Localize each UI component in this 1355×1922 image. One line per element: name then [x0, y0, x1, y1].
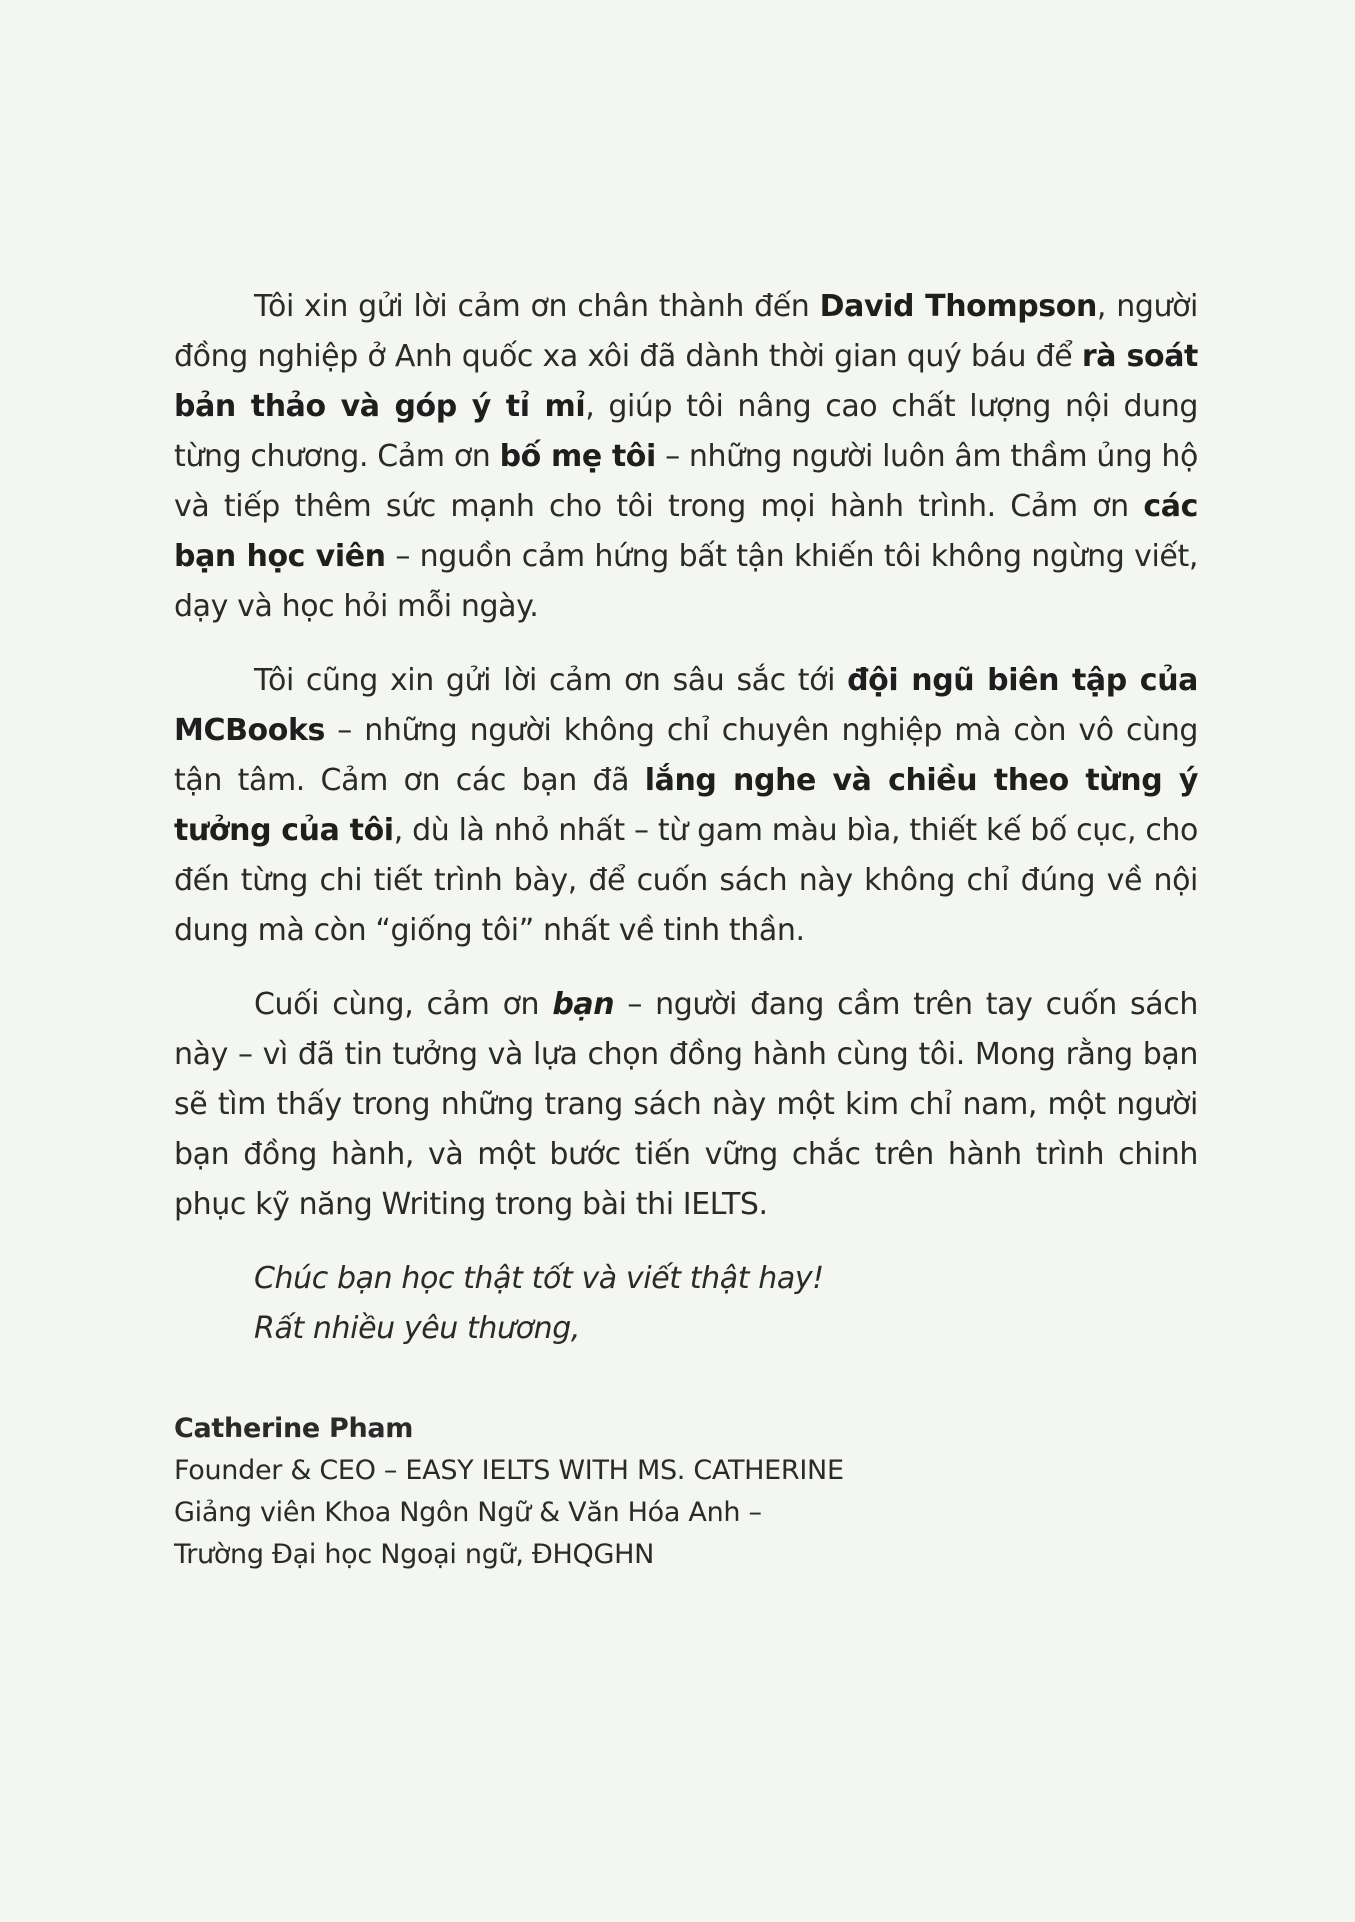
- signature-title: Founder & CEO – EASY IELTS WITH MS. CATHERINE: [174, 1455, 844, 1486]
- paragraph-thanks-reader: [174, 980, 1198, 1230]
- closing-lines: [254, 1254, 1198, 1354]
- signature-institution: Trường Đại học Ngoại ngữ, ĐHQGHN: [174, 1539, 655, 1570]
- bold-segment: bố mẹ tôi: [499, 439, 656, 474]
- bold-italic-segment: bạn: [552, 987, 615, 1022]
- closing-wish: Chúc bạn học thật tốt và viết thật hay!: [254, 1261, 824, 1296]
- text-segment: Tôi cũng xin gửi lời cảm ơn sâu sắc tới: [254, 663, 848, 698]
- signature-name: Catherine Pham: [174, 1413, 414, 1444]
- text-segment: Tôi xin gửi lời cảm ơn chân thành đến: [254, 289, 820, 324]
- closing-regards: Rất nhiều yêu thương,: [254, 1311, 580, 1346]
- text-segment: – nguồn cảm hứng bất tận khiến tôi không ngừng viết, dạy và học hỏi mỗi ngày.: [174, 539, 1198, 624]
- text-segment: , giúp tôi nâng cao chất lượng nội dung từng chương. Cảm ơn: [174, 389, 1198, 474]
- bold-segment: David Thompson: [819, 289, 1097, 324]
- paragraph-thanks-editors: [174, 656, 1198, 956]
- bold-segment: đội ngũ biên tập của MCBooks: [174, 663, 1198, 748]
- acknowledgement-body: [174, 282, 1198, 1576]
- signature-block: [174, 1408, 1198, 1576]
- text-segment: Cuối cùng, cảm ơn: [254, 987, 553, 1022]
- text-segment: – người đang cầm trên tay cuốn sách này – vì đã tin tưởng và lựa chọn đồng hành cùng tôi. Mong rằng bạn sẽ tìm thấy trong những trang sách này một kim chỉ nam, một người bạn đồng hành, và một bước tiến vững chắc trên hành trình chinh phục kỹ năng Writing trong bài thi IELTS.: [174, 987, 1198, 1222]
- text-segment: – những người không chỉ chuyên nghiệp mà còn vô cùng tận tâm. Cảm ơn các bạn đã: [174, 713, 1198, 798]
- bold-segment: các bạn học viên: [174, 489, 1198, 574]
- text-segment: , người đồng nghiệp ở Anh quốc xa xôi đã dành thời gian quý báu để: [174, 289, 1198, 374]
- paragraph-thanks-people: [174, 282, 1198, 632]
- text-segment: – những người luôn âm thầm ủng hộ và tiếp thêm sức mạnh cho tôi trong mọi hành trình. Cảm ơn: [174, 439, 1199, 524]
- bold-segment: rà soát bản thảo và góp ý tỉ mỉ: [174, 339, 1198, 424]
- text-segment: , dù là nhỏ nhất – từ gam màu bìa, thiết kế bố cục, cho đến từng chi tiết trình bày, để cuốn sách này không chỉ đúng về nội dung mà còn “giống tôi” nhất về tinh thần.: [174, 813, 1198, 948]
- signature-position: Giảng viên Khoa Ngôn Ngữ & Văn Hóa Anh –: [174, 1497, 762, 1528]
- bold-segment: lắng nghe và chiều theo từng ý tưởng của tôi: [174, 763, 1199, 848]
